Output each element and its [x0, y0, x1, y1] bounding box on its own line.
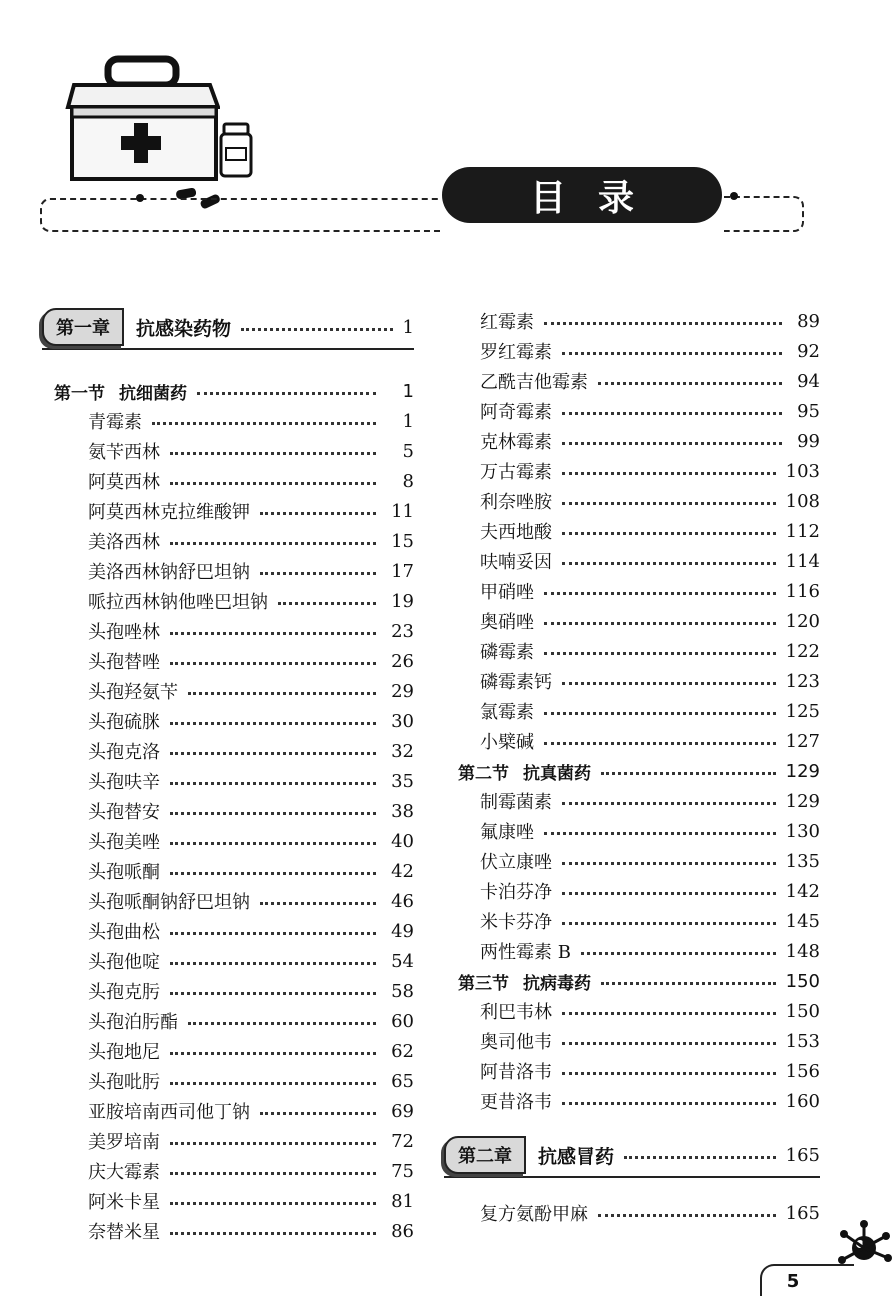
leader-dots	[562, 442, 782, 445]
leader-dots	[581, 952, 776, 955]
leader-dots	[170, 482, 376, 485]
toc-entry[interactable]	[444, 366, 820, 396]
leader-dots	[188, 692, 376, 695]
entry-label: 头孢硫脒	[88, 712, 160, 733]
chapter-badge: 第一章	[42, 308, 124, 346]
chapter-badge: 第二章	[444, 1136, 526, 1174]
page-number: 1	[402, 410, 414, 432]
leader-dots	[170, 962, 376, 965]
toc-left-column	[42, 306, 414, 1246]
leader-dots	[544, 652, 776, 655]
entry-label: 头孢哌酮	[88, 862, 160, 883]
section-label	[458, 759, 591, 784]
toc-entry[interactable]	[42, 976, 414, 1006]
leader-dots	[562, 502, 776, 505]
toc-entry[interactable]	[444, 726, 820, 756]
page-number: 5	[402, 440, 414, 462]
toc-entry[interactable]	[42, 496, 414, 526]
entry-label: 甲硝唑	[480, 582, 534, 603]
entry-label: 青霉素	[88, 412, 142, 433]
toc-right-column	[444, 306, 820, 1228]
chapter-heading[interactable]	[444, 1134, 820, 1178]
toc-section[interactable]	[444, 756, 820, 786]
entry-label: 头孢克肟	[88, 982, 160, 1003]
toc-title: 目录	[529, 177, 666, 219]
header-dot	[730, 192, 738, 200]
page-number: 30	[391, 710, 414, 732]
leader-dots	[170, 932, 376, 935]
entry-label: 罗红霉素	[480, 342, 552, 363]
leader-dots	[188, 1022, 376, 1025]
page-number: 165	[785, 1144, 820, 1166]
toc-entry[interactable]	[42, 1186, 414, 1216]
page-number: 123	[785, 670, 820, 692]
leader-dots	[562, 1012, 776, 1015]
toc-entry[interactable]	[42, 1036, 414, 1066]
entry-label: 头孢替唑	[88, 652, 160, 673]
entry-label: 小檗碱	[480, 732, 534, 753]
entry-label: 乙酰吉他霉素	[480, 372, 588, 393]
leader-dots	[562, 1072, 776, 1075]
page-number: 165	[785, 1202, 820, 1224]
toc-entry[interactable]	[444, 666, 820, 696]
leader-dots	[170, 1052, 376, 1055]
leader-dots	[170, 872, 376, 875]
toc-entry[interactable]	[444, 996, 820, 1026]
leader-dots	[170, 1232, 376, 1235]
toc-entry[interactable]	[444, 1026, 820, 1056]
leader-dots	[170, 662, 376, 665]
entry-label: 两性霉素 B	[480, 942, 571, 963]
toc-entry[interactable]	[444, 1056, 820, 1086]
entry-label: 头孢他啶	[88, 952, 160, 973]
toc-entry[interactable]	[42, 916, 414, 946]
entry-label: 制霉菌素	[480, 792, 552, 813]
toc-entry[interactable]	[42, 616, 414, 646]
toc-entry-list	[42, 376, 414, 1246]
leader-dots	[170, 1202, 376, 1205]
page-number: 81	[391, 1190, 414, 1212]
entry-label: 利奈唑胺	[480, 492, 552, 513]
page-number: 40	[391, 830, 414, 852]
toc-entry[interactable]	[42, 706, 414, 736]
page-number: 75	[391, 1160, 414, 1182]
toc-entry[interactable]	[444, 876, 820, 906]
leader-dots	[260, 572, 376, 575]
page-number: 49	[391, 920, 414, 942]
entry-label: 更昔洛韦	[480, 1092, 552, 1113]
toc-entry[interactable]	[42, 646, 414, 676]
section-title: 抗真菌药	[523, 763, 591, 784]
page-number: 108	[785, 490, 820, 512]
page-number-tab: 5	[760, 1264, 824, 1296]
leader-dots	[562, 922, 776, 925]
leader-dots	[598, 1214, 776, 1217]
page-number: 114	[785, 550, 820, 572]
toc-entry[interactable]	[444, 486, 820, 516]
toc-entry-list	[444, 1198, 820, 1228]
page-number: 62	[391, 1040, 414, 1062]
toc-entry[interactable]	[42, 1156, 414, 1186]
page-number: 153	[785, 1030, 820, 1052]
leader-dots	[598, 382, 782, 385]
leader-dots	[544, 712, 776, 715]
leader-dots	[562, 862, 776, 865]
toc-entry[interactable]	[42, 1006, 414, 1036]
entry-label: 呋喃妥因	[480, 552, 552, 573]
entry-label: 复方氨酚甲麻	[480, 1204, 588, 1225]
toc-entry[interactable]	[444, 516, 820, 546]
page-number: 145	[785, 910, 820, 932]
entry-label: 利巴韦林	[480, 1002, 552, 1023]
entry-label: 美洛西林	[88, 532, 160, 553]
entry-label: 阿莫西林	[88, 472, 160, 493]
entry-label: 氟康唑	[480, 822, 534, 843]
section-label	[54, 379, 187, 404]
page-number: 150	[785, 970, 820, 992]
page-number: 89	[797, 310, 820, 332]
page-number: 19	[391, 590, 414, 612]
page-number: 112	[785, 520, 820, 542]
leader-dots	[260, 1112, 376, 1115]
toc-entry[interactable]	[42, 466, 414, 496]
toc-entry[interactable]	[444, 426, 820, 456]
toc-entry[interactable]	[444, 336, 820, 366]
entry-label: 奥司他韦	[480, 1032, 552, 1053]
toc-section[interactable]	[444, 966, 820, 996]
leader-dots	[152, 422, 376, 425]
leader-dots	[170, 1172, 376, 1175]
page-number: 94	[797, 370, 820, 392]
leader-dots	[562, 472, 776, 475]
page-number: 54	[391, 950, 414, 972]
entry-label: 奥硝唑	[480, 612, 534, 633]
page-number: 8	[402, 470, 414, 492]
toc-entry[interactable]	[444, 846, 820, 876]
toc-title-banner	[442, 167, 722, 223]
entry-label: 卡泊芬净	[480, 882, 552, 903]
page-number: 11	[391, 500, 414, 522]
entry-label: 米卡芬净	[480, 912, 552, 933]
toc-entry-list	[444, 306, 820, 1116]
page-number: 72	[391, 1130, 414, 1152]
leader-dots	[197, 392, 376, 395]
toc-entry[interactable]	[444, 576, 820, 606]
leader-dots	[170, 452, 376, 455]
leader-dots	[170, 722, 376, 725]
chapter-title: 抗感冒药	[538, 1145, 615, 1168]
leader-dots	[260, 512, 376, 515]
entry-label: 头孢羟氨苄	[88, 682, 178, 703]
page-number: 15	[391, 530, 414, 552]
toc-entry[interactable]	[42, 1126, 414, 1156]
toc-entry[interactable]	[444, 1086, 820, 1116]
page-number: 127	[785, 730, 820, 752]
page-number: 116	[785, 580, 820, 602]
leader-dots	[562, 532, 776, 535]
page-number: 160	[785, 1090, 820, 1112]
entry-label: 克林霉素	[480, 432, 552, 453]
page-number: 122	[785, 640, 820, 662]
section-number: 第二节	[458, 763, 509, 784]
entry-label: 万古霉素	[480, 462, 552, 483]
toc-entry[interactable]	[444, 606, 820, 636]
toc-entry[interactable]	[444, 696, 820, 726]
page-number: 46	[391, 890, 414, 912]
toc-entry[interactable]	[444, 546, 820, 576]
entry-label: 伏立康唑	[480, 852, 552, 873]
entry-label: 头孢哌酮钠舒巴坦钠	[88, 892, 250, 913]
page-number: 42	[391, 860, 414, 882]
page-number: 86	[391, 1220, 414, 1242]
page-number: 120	[785, 610, 820, 632]
entry-label: 头孢地尼	[88, 1042, 160, 1063]
leader-dots	[562, 802, 776, 805]
toc-entry[interactable]	[444, 456, 820, 486]
toc-entry[interactable]	[42, 676, 414, 706]
toc-entry[interactable]	[42, 526, 414, 556]
pill-bottle-icon	[218, 122, 254, 178]
entry-label: 美洛西林钠舒巴坦钠	[88, 562, 250, 583]
toc-entry[interactable]	[444, 636, 820, 666]
toc-entry[interactable]	[444, 936, 820, 966]
entry-label: 阿米卡星	[88, 1192, 160, 1213]
page-number: 156	[785, 1060, 820, 1082]
leader-dots	[170, 782, 376, 785]
entry-label: 阿昔洛韦	[480, 1062, 552, 1083]
toc-entry[interactable]	[42, 946, 414, 976]
first-aid-kit-icon	[60, 55, 220, 183]
toc-entry[interactable]	[42, 1096, 414, 1126]
toc-entry[interactable]	[42, 1216, 414, 1246]
page-number: 129	[785, 790, 820, 812]
page-number: 17	[391, 560, 414, 582]
page-number: 92	[797, 340, 820, 362]
entry-label: 头孢吡肟	[88, 1072, 160, 1093]
header-dot	[136, 194, 144, 202]
chapter-title: 抗感染药物	[136, 317, 232, 340]
leader-dots	[170, 632, 376, 635]
entry-label: 阿奇霉素	[480, 402, 552, 423]
entry-label: 夫西地酸	[480, 522, 552, 543]
toc-entry[interactable]	[42, 436, 414, 466]
leader-dots	[601, 772, 776, 775]
leader-dots	[624, 1156, 776, 1159]
page-number: 142	[785, 880, 820, 902]
leader-dots	[170, 842, 376, 845]
chapter-heading[interactable]	[42, 306, 414, 350]
entry-label: 庆大霉素	[88, 1162, 160, 1183]
leader-dots	[544, 622, 776, 625]
page-number: 1	[402, 316, 414, 338]
leader-dots	[170, 1142, 376, 1145]
entry-label: 阿莫西林克拉维酸钾	[88, 502, 250, 523]
entry-label: 头孢克洛	[88, 742, 160, 763]
toc-entry[interactable]	[444, 786, 820, 816]
entry-label: 头孢曲松	[88, 922, 160, 943]
page-number: 150	[785, 1000, 820, 1022]
entry-label: 氯霉素	[480, 702, 534, 723]
entry-label: 头孢替安	[88, 802, 160, 823]
toc-entry[interactable]	[42, 886, 414, 916]
entry-label: 美罗培南	[88, 1132, 160, 1153]
page-number: 103	[785, 460, 820, 482]
toc-entry[interactable]	[42, 766, 414, 796]
page-number: 1	[402, 380, 414, 402]
toc-entry[interactable]	[444, 306, 820, 336]
page-number: 26	[391, 650, 414, 672]
page-number: 38	[391, 800, 414, 822]
page-number: 148	[785, 940, 820, 962]
section-number: 第三节	[458, 973, 509, 994]
entry-label: 哌拉西林钠他唑巴坦钠	[88, 592, 268, 613]
section-number: 第一节	[54, 383, 105, 404]
leader-dots	[278, 602, 376, 605]
page-number: 23	[391, 620, 414, 642]
leader-dots	[601, 982, 776, 985]
leader-dots	[170, 752, 376, 755]
entry-label: 亚胺培南西司他丁钠	[88, 1102, 250, 1123]
page-number: 69	[391, 1100, 414, 1122]
toc-entry[interactable]	[42, 826, 414, 856]
toc-entry[interactable]	[42, 736, 414, 766]
entry-label: 磷霉素	[480, 642, 534, 663]
page-number: 125	[785, 700, 820, 722]
toc-entry[interactable]	[42, 856, 414, 886]
entry-label: 红霉素	[480, 312, 534, 333]
header-dashed-frame-left	[40, 198, 440, 232]
leader-dots	[562, 412, 782, 415]
entry-label: 头孢呋辛	[88, 772, 160, 793]
entry-label: 奈替米星	[88, 1222, 160, 1243]
toc-entry[interactable]	[42, 586, 414, 616]
entry-label: 头孢泊肟酯	[88, 1012, 178, 1033]
toc-entry[interactable]	[444, 396, 820, 426]
toc-entry[interactable]	[42, 796, 414, 826]
entry-label: 氨苄西林	[88, 442, 160, 463]
toc-entry[interactable]	[444, 906, 820, 936]
page-number: 60	[391, 1010, 414, 1032]
page-number: 135	[785, 850, 820, 872]
toc-entry[interactable]	[42, 406, 414, 436]
leader-dots	[562, 892, 776, 895]
toc-entry[interactable]	[42, 556, 414, 586]
page-number: 58	[391, 980, 414, 1002]
section-title: 抗细菌药	[119, 383, 187, 404]
leader-dots	[562, 352, 782, 355]
section-label	[458, 969, 591, 994]
toc-section[interactable]	[42, 376, 414, 406]
section-title: 抗病毒药	[523, 973, 591, 994]
leader-dots	[170, 992, 376, 995]
leader-dots	[241, 328, 393, 331]
leader-dots	[562, 682, 776, 685]
leader-dots	[562, 1042, 776, 1045]
leader-dots	[544, 592, 776, 595]
leader-dots	[544, 322, 782, 325]
leader-dots	[170, 812, 376, 815]
leader-dots	[170, 542, 376, 545]
leader-dots	[260, 902, 376, 905]
leader-dots	[562, 562, 776, 565]
toc-entry[interactable]	[42, 1066, 414, 1096]
page-number: 65	[391, 1070, 414, 1092]
leader-dots	[544, 832, 776, 835]
footer-rule	[824, 1264, 854, 1266]
entry-label: 头孢美唑	[88, 832, 160, 853]
toc-entry[interactable]	[444, 816, 820, 846]
leader-dots	[170, 1082, 376, 1085]
page-number: 32	[391, 740, 414, 762]
entry-label: 头孢唑林	[88, 622, 160, 643]
page-number: 99	[797, 430, 820, 452]
leader-dots	[562, 1102, 776, 1105]
page-number: 95	[797, 400, 820, 422]
page-number: 130	[785, 820, 820, 842]
entry-label: 磷霉素钙	[480, 672, 552, 693]
leader-dots	[544, 742, 776, 745]
header-dashed-frame-right	[724, 196, 804, 232]
page-number: 129	[785, 760, 820, 782]
toc-entry[interactable]	[444, 1198, 820, 1228]
page-number: 35	[391, 770, 414, 792]
page-number: 29	[391, 680, 414, 702]
